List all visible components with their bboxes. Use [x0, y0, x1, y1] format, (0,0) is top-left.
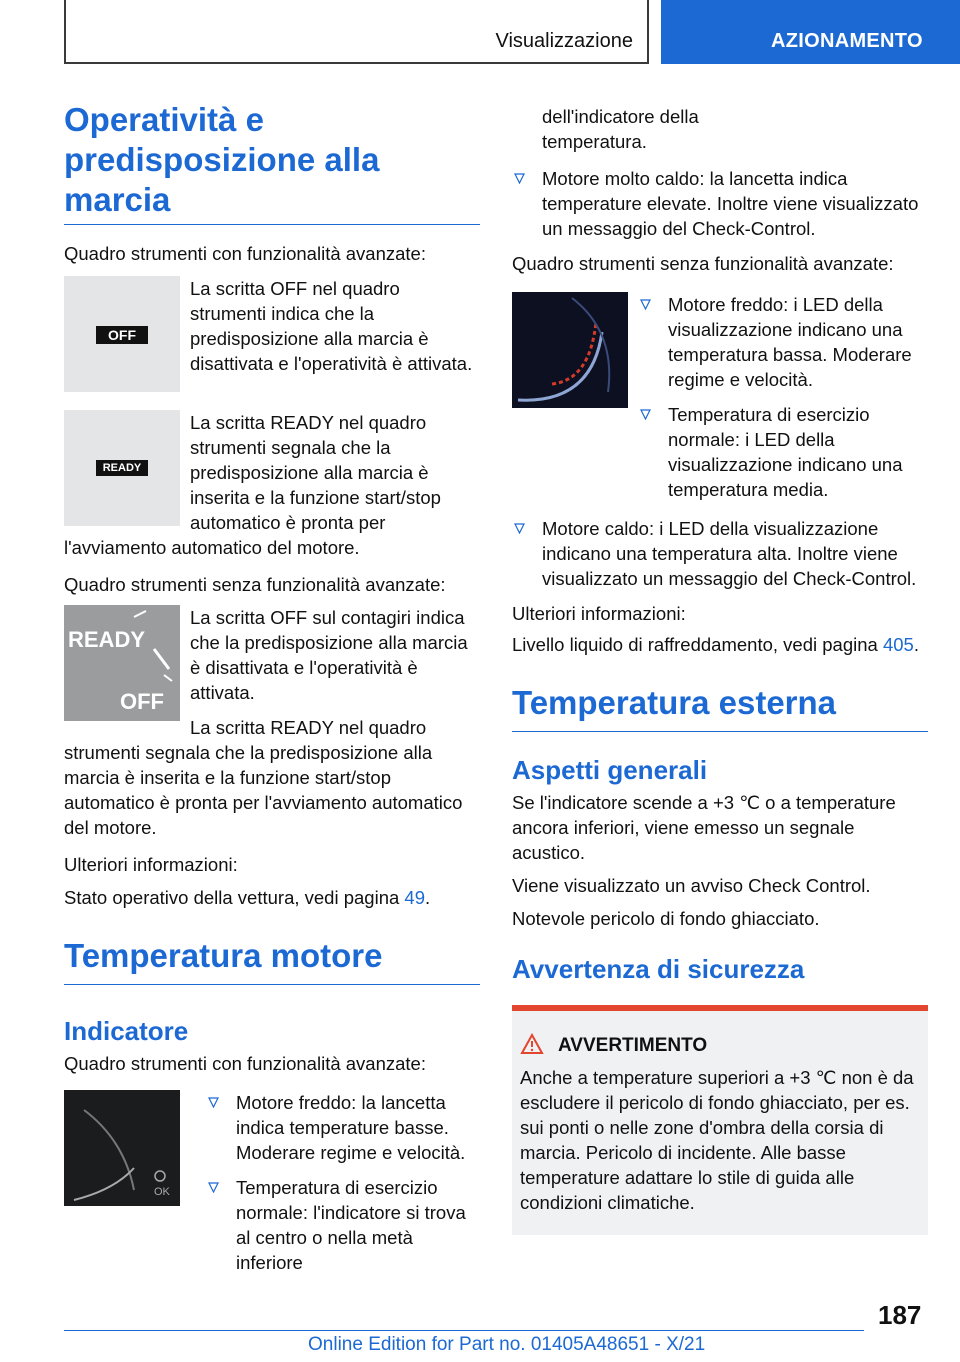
general-paragraph-3: Notevole pericolo di fondo ghiacciato. — [512, 908, 820, 929]
temp-gauge-block — [64, 1090, 480, 1285]
led-gauge-graphic — [512, 292, 628, 408]
heading-temperatura-motore: Temperatura motore — [64, 936, 480, 985]
more-info-label-2: Ulteriori informazioni: — [512, 603, 686, 624]
footer-rule — [64, 1330, 864, 1331]
off-badge: OFF — [96, 326, 148, 344]
page-link-49[interactable]: 49 — [404, 887, 425, 908]
triangle-bullet-icon — [208, 1182, 219, 1193]
general-paragraph-2: Viene visualizzato un avviso Check Control. — [512, 875, 871, 896]
triangle-bullet-icon — [640, 409, 651, 420]
heading-avvertenza-sicurezza: Avvertenza di sicurezza — [512, 954, 805, 984]
page-link-405[interactable]: 405 — [882, 634, 914, 655]
bullet-led-normal: Temperatura di esercizio normale: i LED della visualizzazione indicano una temperatura media. — [638, 402, 928, 502]
heading-temperatura-esterna: Temperatura esterna — [512, 683, 928, 732]
led-gauge-block — [512, 292, 928, 512]
footer-edition: Online Edition for Part no. 01405A48651 - X/21 — [308, 1334, 706, 1355]
gauge-block — [64, 605, 480, 840]
warning-title: AVVERTIMENTO — [558, 1035, 708, 1056]
heading-indicatore: Indicatore — [64, 1016, 189, 1046]
triangle-bullet-icon — [514, 173, 525, 184]
right-column — [512, 104, 928, 1235]
ready-badge: READY — [96, 460, 148, 476]
coolant-reference: Livello liquido di raffreddamento, vedi pagina 405. — [512, 634, 919, 655]
off-description: La scritta OFF nel quadro strumenti indica che la predisposizione alla marcia è disattivata e l'operatività è attivata. — [190, 278, 473, 374]
left-column — [64, 100, 480, 1285]
bullet-led-warm: Motore caldo: i LED della visualizzazione indicano una temperatura alta. Inoltre viene visualizzato un messaggio del Check-Control. — [512, 516, 928, 591]
triangle-bullet-icon — [640, 299, 651, 310]
led-gauge-image — [512, 292, 628, 408]
ready-description: La scritta READY nel quadro strumenti segnala che la predisposizione alla marcia è inserita e la funzione start/stop automatico è pronta per l'avviamento automatico del motore. — [64, 412, 441, 558]
continuation-text: dell'indicatore della temperatura. — [542, 106, 699, 152]
general-paragraph-1: Se l'indicatore scende a +3 ℃ o a temperature ancora inferiori, viene emesso un segnale acustico. — [512, 792, 896, 863]
heading-operativita: Operatività e predisposizione alla marcia — [64, 100, 480, 225]
header-section-label: Visualizzazione — [495, 30, 633, 52]
ready-block — [64, 410, 480, 560]
off-block — [64, 276, 480, 392]
warning-box — [512, 1005, 928, 1235]
more-info-label: Ulteriori informazioni: — [64, 854, 238, 875]
off-display-image — [64, 276, 180, 392]
intro-advanced-cluster: Quadro strumenti con funzionalità avanzate: — [64, 243, 426, 264]
intro-basic-cluster-2: Quadro strumenti senza funzionalità avanzate: — [512, 253, 894, 274]
off-basic-description: La scritta OFF sul contagiri indica che la predisposizione alla marcia è disattivata e l'operatività è attivata. — [190, 607, 468, 703]
triangle-bullet-icon — [514, 523, 525, 534]
bullet-very-hot: Motore molto caldo: la lancetta indica temperature elevate. Inoltre viene visualizzato un messaggio del Check-Control. — [512, 166, 928, 241]
triangle-bullet-icon — [208, 1097, 219, 1108]
header-chapter-tab — [661, 0, 960, 64]
header-chapter-label: AZIONAMENTO — [771, 30, 923, 52]
heading-aspetti-generali: Aspetti generali — [512, 755, 708, 785]
bullet-normal-temp: Temperatura di esercizio normale: l'indicatore si trova al centro o nella metà inferiore — [206, 1175, 480, 1275]
gauge-off-text: OFF — [120, 689, 164, 714]
warning-text: Anche a temperature superiori a +3 ℃ non è da escludere il pericolo di fondo ghiacciato, per es. sui ponti o nelle zone d'ombra della corsia di marcia. Pericolo di incidente. Alle basse temperature adattare lo stile di guida alle condizioni climatiche. — [520, 1067, 914, 1213]
ready-display-image — [64, 410, 180, 526]
bullet-led-cold: Motore freddo: i LED della visualizzazione indicano una temperatura bassa. Moderare regime e velocità. — [638, 292, 928, 392]
header-section-tab — [64, 0, 649, 64]
warning-header — [520, 1033, 920, 1059]
warning-triangle-icon — [520, 1033, 544, 1055]
bullet-cold-engine: Motore freddo: la lancetta indica temperature basse. Moderare regime e velocità. — [206, 1090, 480, 1165]
gauge-image — [64, 605, 180, 721]
temp-gauge-image — [64, 1090, 180, 1206]
gauge-ready-text: READY — [68, 627, 146, 652]
ready-basic-description: La scritta READY nel quadro strumenti segnala che la predisposizione alla marcia è inserita e la funzione start/stop automatico è pronta per l'avviamento automatico del motore. — [64, 717, 463, 838]
intro-basic-cluster: Quadro strumenti senza funzionalità avanzate: — [64, 574, 446, 595]
state-reference: Stato operativo della vettura, vedi pagina 49. — [64, 887, 431, 908]
ok-label: OK — [154, 1186, 170, 1198]
page-number: 187 — [878, 1300, 922, 1330]
intro-advanced-cluster-2: Quadro strumenti con funzionalità avanzate: — [64, 1053, 426, 1074]
